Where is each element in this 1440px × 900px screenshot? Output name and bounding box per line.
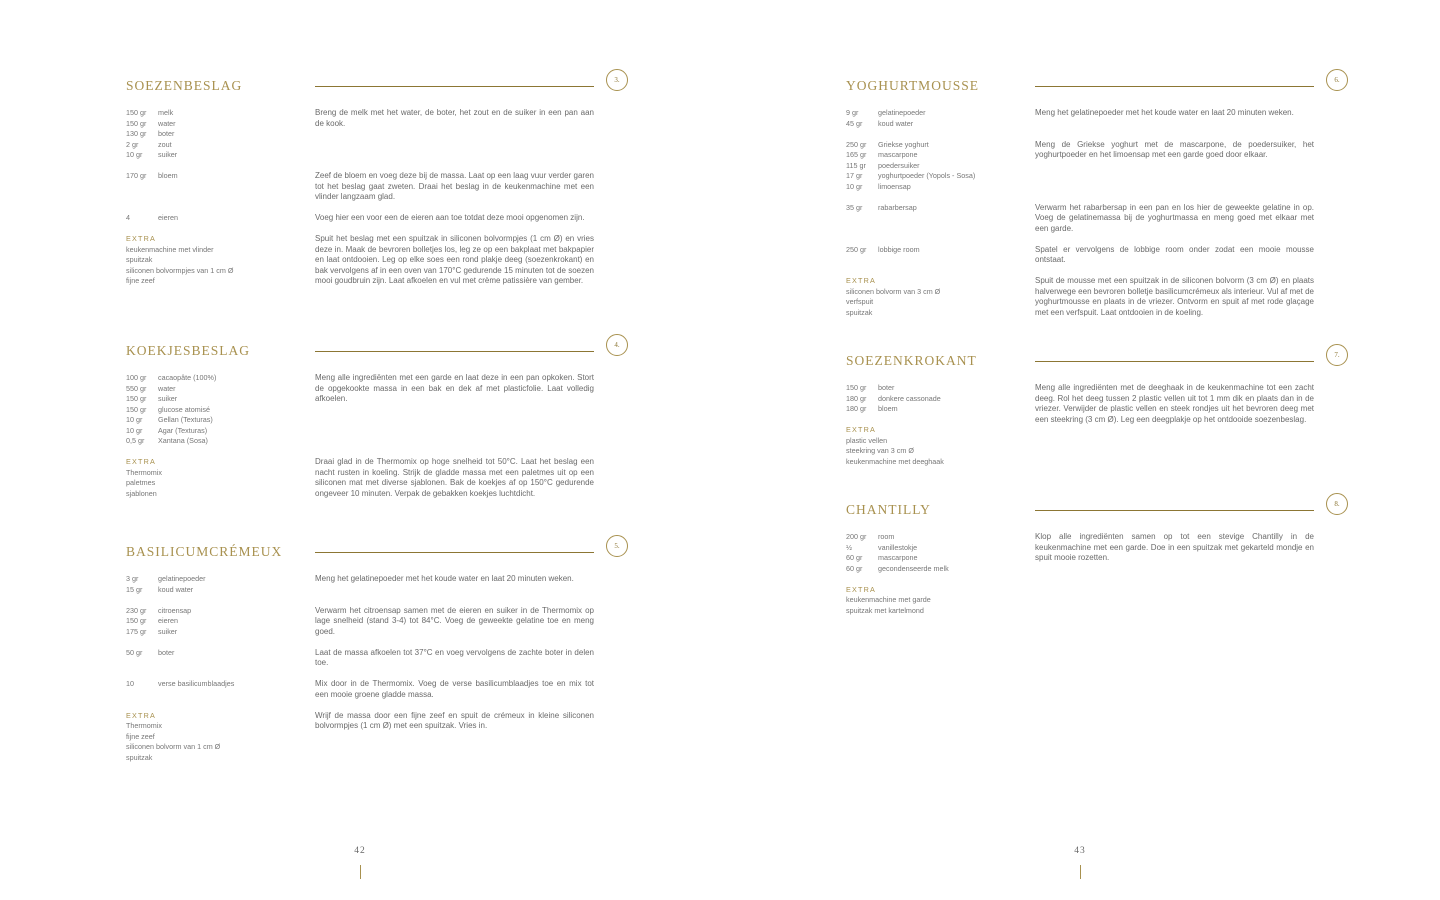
instruction-text: Klop alle ingrediënten samen op tot een stevige Chantilly in de keukenmachine met een garde. Doe in een spuitzak met gekarteld mondje en spuit mooie rozetten. bbox=[1035, 532, 1314, 562]
step-number-badge: 6. bbox=[1326, 69, 1348, 91]
extra-equipment bbox=[126, 234, 315, 287]
recipe-section bbox=[126, 542, 646, 763]
ingredient-list bbox=[846, 276, 1035, 318]
ingredient-name: Xantana (Sosa) bbox=[158, 436, 208, 445]
ingredient-quantity: 60 gr bbox=[846, 553, 863, 562]
instruction-text: Wrijf de massa door een fijne zeef en spuit de crémeux in kleine siliconen bolvormpjes (1 cm Ø) met een spuitzak. Vries in. bbox=[315, 710, 594, 730]
instruction-text: Draai glad in de Thermomix op hoge snelheid tot 50°C. Laat het beslag een nacht rusten in koeling. Strijk de gladde massa met een paletmes uit op een siliconen mat met diverse sjablonen. Bak de koekjes af op 150°C gedurende ongeveer 10 minuten. Verpak de gebakken koekjes luchtdicht. bbox=[315, 457, 594, 498]
instruction-text: Zeef de bloem en voeg deze bij de massa. Laat op een laag vuur verder garen tot het beslag gaat zweten. Draai het beslag in de keukenmachine met een vlinder langzaam glad. bbox=[315, 171, 594, 201]
step-number-badge: 8. bbox=[1326, 493, 1348, 515]
ingredient-name: zout bbox=[158, 139, 172, 149]
step-number-badge: 4. bbox=[606, 334, 628, 356]
section-rule bbox=[1035, 86, 1314, 87]
ingredient-name: gecondenseerde melk bbox=[878, 563, 949, 573]
ingredient-name: room bbox=[878, 532, 895, 541]
ingredient-quantity: 150 gr bbox=[846, 383, 867, 392]
equipment-item: keukenmachine met garde bbox=[846, 595, 931, 604]
section-title: BASILICUMCRÉMEUX bbox=[126, 544, 283, 559]
extra-label: EXTRA bbox=[846, 584, 876, 594]
equipment-item: siliconen bolvorm van 1 cm Ø bbox=[126, 742, 221, 751]
recipe-section bbox=[846, 76, 1366, 318]
ingredient-quantity: 10 bbox=[126, 679, 134, 688]
ingredient-list bbox=[126, 606, 315, 638]
ingredient-list bbox=[126, 574, 315, 595]
instruction-text: Spuit de mousse met een spuitzak in de siliconen bolvorm (3 cm Ø) en plaats halverwege een bevroren bolletje basilicumcrémeux als interieur. Vul af met de yoghurtmousse en plaats in de vriezer. Ontvorm en spuit af met rode glaçage met een verfspuit. Laat ontdooien in de koeling. bbox=[1035, 276, 1314, 317]
ingredient-name: water bbox=[158, 383, 176, 393]
ingredient-line bbox=[126, 213, 315, 224]
ingredient-quantity: 45 gr bbox=[846, 118, 863, 128]
equipment-item: fijne zeef bbox=[126, 276, 155, 285]
extra-label: EXTRA bbox=[846, 276, 876, 285]
ingredient-quantity: 10 gr bbox=[126, 150, 143, 159]
ingredient-line bbox=[126, 394, 315, 405]
ingredient-line bbox=[846, 119, 1035, 130]
recipe-section bbox=[126, 341, 646, 499]
ingredient-list bbox=[126, 171, 315, 203]
recipe-rows bbox=[846, 532, 1366, 616]
ingredient-name: gelatinepoeder bbox=[158, 574, 206, 583]
ingredient-line bbox=[846, 245, 1035, 256]
ingredient-name: boter bbox=[158, 129, 175, 138]
instruction-text: Meng het gelatinepoeder met het koude water en laat 20 minuten weken. bbox=[1035, 108, 1294, 117]
instruction-text: Mix door in de Thermomix. Voeg de verse basilicumblaadjes toe en mix tot een mooie groene gladde massa. bbox=[315, 679, 594, 699]
ingredient-quantity: 150 gr bbox=[126, 404, 147, 414]
ingredient-line bbox=[126, 627, 315, 638]
ingredient-name: eieren bbox=[158, 616, 178, 625]
section-header bbox=[126, 76, 646, 108]
ingredient-list bbox=[126, 679, 315, 700]
ingredient-line bbox=[846, 203, 1035, 214]
ingredient-quantity: 150 gr bbox=[126, 394, 147, 403]
ingredient-name: suiker bbox=[158, 394, 178, 403]
extra-equipment bbox=[126, 457, 315, 499]
step-number-badge: 7. bbox=[1326, 344, 1348, 366]
equipment-item: steekring van 3 cm Ø bbox=[846, 446, 914, 455]
ingredient-name: yoghurtpoeder (Yopols - Sosa) bbox=[878, 171, 976, 180]
equipment-item: keukenmachine met vlinder bbox=[126, 244, 214, 254]
equipment-item: siliconen bolvormpjes van 1 cm Ø bbox=[126, 265, 234, 275]
ingredient-quantity: 9 gr bbox=[846, 108, 859, 117]
recipe-rows bbox=[126, 574, 646, 763]
ingredient-list bbox=[126, 108, 315, 161]
ingredient-name: lobbige room bbox=[878, 244, 920, 254]
ingredient-line bbox=[126, 129, 315, 140]
ingredient-list bbox=[126, 373, 315, 447]
ingredient-name: bloem bbox=[158, 171, 178, 180]
equipment-item: verfspuit bbox=[846, 297, 874, 306]
ingredient-line bbox=[126, 648, 315, 659]
ingredient-name: koud water bbox=[878, 118, 914, 128]
ingredient-quantity: 550 gr bbox=[126, 383, 147, 393]
ingredient-quantity: 200 gr bbox=[846, 532, 867, 541]
ingredient-line bbox=[846, 553, 1035, 564]
step-number-badge: 3. bbox=[606, 69, 628, 91]
ingredient-line bbox=[126, 679, 315, 690]
ingredient-line bbox=[126, 616, 315, 627]
ingredient-name: glucose atomisé bbox=[158, 404, 210, 414]
page-number: 42 bbox=[354, 846, 366, 856]
ingredient-list bbox=[846, 532, 1035, 616]
ingredient-name: koud water bbox=[158, 584, 194, 594]
ingredient-name: water bbox=[158, 118, 176, 128]
ingredient-quantity: 10 gr bbox=[126, 425, 143, 435]
instruction-text: Spatel er vervolgens de lobbige room onder zodat een mooie mousse ontstaat. bbox=[1035, 244, 1314, 264]
recipe-section bbox=[846, 500, 1366, 616]
section-rule bbox=[315, 351, 594, 352]
ingredient-quantity: 4 bbox=[126, 213, 130, 222]
equipment-item: spuitzak bbox=[846, 307, 873, 317]
section-rule bbox=[315, 552, 594, 553]
ingredient-name: cacaopâte (100%) bbox=[158, 373, 217, 382]
ingredient-quantity: 150 gr bbox=[126, 108, 147, 117]
section-rule bbox=[315, 86, 594, 87]
instruction-text: Meng het gelatinepoeder met het koude water en laat 20 minuten weken. bbox=[315, 574, 574, 583]
ingredient-quantity: 2 gr bbox=[126, 139, 139, 149]
ingredient-line bbox=[126, 426, 315, 437]
ingredient-line bbox=[846, 182, 1035, 193]
ingredient-name: Griekse yoghurt bbox=[878, 139, 929, 149]
ingredient-line bbox=[126, 436, 315, 447]
ingredient-name: citroensap bbox=[158, 605, 192, 615]
ingredient-quantity: ½ bbox=[846, 542, 852, 552]
equipment-item: plastic vellen bbox=[846, 435, 888, 445]
ingredient-name: Agar (Texturas) bbox=[158, 425, 208, 435]
recipe-rows bbox=[126, 373, 646, 499]
section-header bbox=[126, 542, 646, 574]
ingredient-line bbox=[126, 119, 315, 130]
instruction-text: Meng alle ingrediënten met de deeghaak in de keukenmachine tot een zacht deeg. Rol het deeg tussen 2 plastic vellen uit tot 1 mm dik en plaats dan in de vriezer. Verwijder de plastic vellen en steek rondjes uit het bevroren deeg met een steekring (3 cm Ø). Leg een deegplakje op het ontdooide soezenbeslag. bbox=[1035, 383, 1314, 424]
ingredient-quantity: 165 gr bbox=[846, 150, 867, 159]
equipment-item: siliconen bolvorm van 3 cm Ø bbox=[846, 286, 941, 296]
page-number-rule bbox=[1080, 865, 1081, 879]
extra-label: EXTRA bbox=[126, 457, 156, 466]
ingredient-quantity: 180 gr bbox=[846, 404, 867, 413]
page-number: 43 bbox=[1074, 846, 1086, 856]
ingredient-list bbox=[126, 648, 315, 669]
ingredient-line bbox=[126, 150, 315, 161]
ingredient-quantity: 0,5 gr bbox=[126, 436, 145, 445]
ingredient-line bbox=[846, 532, 1035, 543]
ingredient-line bbox=[126, 606, 315, 617]
ingredient-quantity: 150 gr bbox=[126, 118, 147, 128]
ingredient-quantity: 250 gr bbox=[846, 244, 867, 254]
extra-equipment bbox=[846, 276, 1035, 318]
ingredient-name: suiker bbox=[158, 626, 178, 636]
recipe-rows bbox=[846, 108, 1366, 318]
ingredient-name: gelatinepoeder bbox=[878, 108, 926, 117]
ingredient-line bbox=[126, 415, 315, 426]
instruction-text: Meng de Griekse yoghurt met de mascarpone, de poedersuiker, het yoghurtpoeder en het limoensap met een garde goed door elkaar. bbox=[1035, 139, 1314, 159]
equipment-item: paletmes bbox=[126, 478, 156, 487]
recipe-rows bbox=[126, 108, 646, 287]
ingredient-quantity: 10 gr bbox=[846, 181, 863, 191]
section-rule bbox=[1035, 361, 1314, 362]
equipment-item: spuitzak bbox=[126, 752, 153, 762]
instruction-text: Meng alle ingrediënten met een garde en laat deze in een pan opkoken. Stort de opgekookte massa in een bak en dek af met plasticfolie. Laat volledig afkoelen. bbox=[315, 373, 594, 403]
ingredient-quantity: 180 gr bbox=[846, 393, 867, 403]
ingredient-quantity: 35 gr bbox=[846, 202, 863, 212]
ingredient-list bbox=[126, 711, 315, 764]
section-title: SOEZENBESLAG bbox=[126, 78, 243, 93]
instruction-text: Laat de massa afkoelen tot 37°C en voeg vervolgens de zachte boter in delen toe. bbox=[315, 647, 594, 667]
equipment-item: sjablonen bbox=[126, 488, 157, 498]
step-number-badge: 5. bbox=[606, 535, 628, 557]
ingredient-name: Gellan (Texturas) bbox=[158, 415, 213, 424]
ingredient-name: boter bbox=[878, 383, 895, 392]
ingredient-list bbox=[846, 383, 1035, 467]
ingredient-quantity: 50 gr bbox=[126, 647, 143, 657]
ingredient-name: donkere cassonade bbox=[878, 393, 941, 403]
extra-equipment bbox=[846, 585, 1035, 617]
extra-label: EXTRA bbox=[846, 425, 876, 434]
ingredient-quantity: 60 gr bbox=[846, 563, 863, 573]
instruction-text: Breng de melk met het water, de boter, het zout en de suiker in een pan aan de kook. bbox=[315, 108, 594, 128]
ingredient-list bbox=[846, 108, 1035, 129]
instruction-text: Verwarm het rabarbersap in een pan en los hier de geweekte gelatine in op. Voeg de gelatinemassa bij de yoghurtmassa en meng goed met elkaar met een garde. bbox=[1035, 202, 1314, 233]
section-title: KOEKJESBESLAG bbox=[126, 343, 251, 358]
ingredient-line bbox=[126, 108, 315, 119]
ingredient-name: verse basilicumblaadjes bbox=[158, 679, 235, 688]
ingredient-line bbox=[846, 171, 1035, 182]
ingredient-line bbox=[126, 405, 315, 416]
equipment-item: Thermomix bbox=[126, 721, 162, 730]
ingredient-line bbox=[126, 140, 315, 151]
section-title: SOEZENKROKANT bbox=[846, 353, 977, 368]
ingredient-name: boter bbox=[158, 647, 175, 657]
ingredient-list bbox=[126, 234, 315, 287]
extra-equipment bbox=[126, 711, 315, 764]
ingredient-line bbox=[846, 383, 1035, 394]
equipment-item: Thermomix bbox=[126, 467, 162, 477]
ingredient-quantity: 3 gr bbox=[126, 574, 139, 583]
page-number-rule bbox=[360, 865, 361, 879]
ingredient-quantity: 170 gr bbox=[126, 171, 147, 180]
ingredient-line bbox=[126, 171, 315, 182]
ingredient-quantity: 230 gr bbox=[126, 605, 147, 615]
section-title: CHANTILLY bbox=[846, 502, 931, 517]
section-rule bbox=[1035, 510, 1314, 511]
ingredient-line bbox=[846, 564, 1035, 575]
equipment-item: spuitzak bbox=[126, 255, 153, 264]
section-header bbox=[846, 76, 1366, 108]
extra-equipment bbox=[846, 425, 1035, 467]
ingredient-line bbox=[126, 373, 315, 384]
instruction-text: Voeg hier een voor een de eieren aan toe totdat deze mooi opgenomen zijn. bbox=[315, 213, 585, 222]
ingredient-quantity: 150 gr bbox=[126, 616, 147, 625]
ingredient-line bbox=[846, 161, 1035, 172]
ingredient-quantity: 115 gr bbox=[846, 160, 866, 170]
ingredient-line bbox=[846, 108, 1035, 119]
ingredient-name: poedersuiker bbox=[878, 160, 920, 170]
equipment-item: keukenmachine met deeghaak bbox=[846, 456, 944, 466]
ingredient-line bbox=[126, 585, 315, 596]
ingredient-name: rabarbersap bbox=[878, 202, 917, 212]
ingredient-quantity: 100 gr bbox=[126, 373, 147, 382]
ingredient-line bbox=[846, 543, 1035, 554]
recipe-section bbox=[846, 351, 1366, 467]
equipment-item: fijne zeef bbox=[126, 731, 155, 741]
ingredient-list bbox=[126, 457, 315, 499]
extra-label: EXTRA bbox=[126, 710, 156, 720]
ingredient-list bbox=[846, 140, 1035, 193]
ingredient-quantity: 250 gr bbox=[846, 139, 867, 149]
instruction-text: Verwarm het citroensap samen met de eieren en suiker in de Thermomix op lage snelheid (stand 3-4) tot 84°C. Voeg de geweekte gelatine toe en meng goed. bbox=[315, 605, 594, 636]
ingredient-quantity: 175 gr bbox=[126, 626, 147, 636]
ingredient-name: melk bbox=[158, 108, 174, 117]
section-title: YOGHURTMOUSSE bbox=[846, 78, 979, 93]
ingredient-line bbox=[846, 140, 1035, 151]
ingredient-quantity: 15 gr bbox=[126, 584, 143, 594]
equipment-item: spuitzak met kartelmond bbox=[846, 605, 924, 615]
ingredient-line bbox=[126, 384, 315, 395]
ingredient-name: limoensap bbox=[878, 181, 911, 191]
ingredient-name: suiker bbox=[158, 150, 178, 159]
ingredient-line bbox=[846, 394, 1035, 405]
ingredient-name: eieren bbox=[158, 213, 178, 222]
ingredient-name: bloem bbox=[878, 404, 898, 413]
extra-label: EXTRA bbox=[126, 234, 156, 243]
ingredient-quantity: 17 gr bbox=[846, 171, 863, 180]
section-header bbox=[126, 341, 646, 373]
section-header bbox=[846, 351, 1366, 383]
ingredient-list bbox=[846, 245, 1035, 266]
ingredient-name: mascarpone bbox=[878, 150, 918, 159]
ingredient-quantity: 130 gr bbox=[126, 129, 147, 138]
right-page bbox=[720, 0, 1440, 900]
ingredient-quantity: 10 gr bbox=[126, 415, 143, 424]
recipe-section bbox=[126, 76, 646, 287]
ingredient-list bbox=[846, 203, 1035, 235]
ingredient-name: vanillestokje bbox=[878, 542, 918, 552]
section-header bbox=[846, 500, 1366, 532]
ingredient-line bbox=[846, 404, 1035, 415]
ingredient-line bbox=[846, 150, 1035, 161]
ingredient-list bbox=[126, 213, 315, 224]
recipe-rows bbox=[846, 383, 1366, 467]
ingredient-line bbox=[126, 574, 315, 585]
ingredient-name: mascarpone bbox=[878, 553, 918, 562]
instruction-text: Spuit het beslag met een spuitzak in siliconen bolvormpjes (1 cm Ø) en vries deze in. Maak de bevroren bolletjes los, leg ze op een bakplaat met bakpapier en laat ontdooien. Leg op elke soes een rond plakje deeg (soezenkrokant) en bak vervolgens af in een oven van 170°C gedurende 15 minuten tot de soezen mooi goudbruin zijn. Laat afkoelen en vul met crème patissière van gember. bbox=[315, 234, 594, 285]
